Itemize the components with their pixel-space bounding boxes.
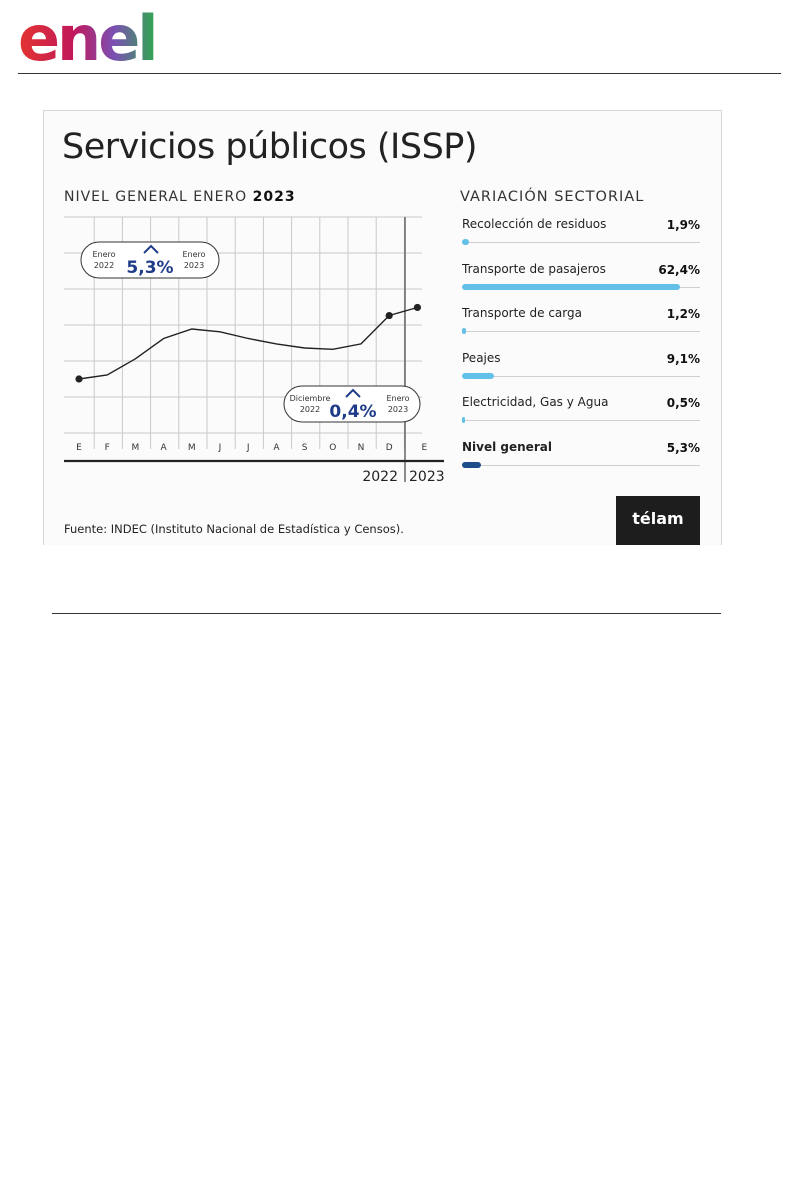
sectoral-bar-chart — [462, 217, 700, 484]
sector-label: Nivel general — [462, 439, 552, 454]
year-label-2023: 2023 — [409, 469, 445, 485]
annotation-yoy-from-line1: Enero — [92, 250, 116, 259]
sector-label: Transporte de pasajeros — [462, 261, 606, 276]
sector-label: Transporte de carga — [462, 306, 582, 320]
sector-label: Recolección de residuos — [462, 217, 607, 231]
bar-track — [462, 331, 700, 332]
month-label: O — [329, 443, 337, 453]
month-label: D — [385, 443, 393, 453]
annotation-yoy-value: 5,3% — [126, 258, 174, 278]
month-label: F — [104, 443, 110, 453]
year-label-2022: 2022 — [362, 469, 398, 485]
month-label: N — [357, 443, 365, 453]
sector-row — [462, 262, 700, 307]
month-label: M — [187, 443, 196, 453]
sector-bar — [462, 328, 466, 334]
svg-text:enel: enel — [18, 4, 156, 68]
month-label: J — [246, 443, 250, 453]
sector-bar — [462, 462, 481, 468]
sector-row — [462, 440, 700, 485]
sector-row — [462, 306, 700, 351]
data-point — [414, 304, 421, 311]
bar-track — [462, 420, 700, 421]
sector-value: 0,5% — [666, 396, 700, 410]
bar-track — [462, 376, 700, 377]
issp-infographic — [43, 110, 722, 545]
month-label: J — [218, 443, 222, 453]
annotation-mom-from-line1: Diciembre — [289, 394, 331, 403]
annotation-mom — [284, 386, 420, 422]
enel-logo — [18, 4, 183, 68]
annotation-yoy-from-line2: 2022 — [93, 261, 115, 270]
annotation-mom-to-line1: Enero — [386, 394, 410, 403]
series-line — [79, 308, 417, 380]
sector-row — [462, 217, 700, 262]
sector-row — [462, 351, 700, 396]
month-label: A — [273, 443, 280, 453]
annotation-yoy-to-line2: 2023 — [183, 261, 205, 270]
sector-bar — [462, 417, 465, 423]
subtitle-year: 2023 — [252, 189, 296, 205]
annotation-mom-to-line2: 2023 — [387, 405, 409, 414]
brand-name: télam — [632, 509, 684, 528]
sector-bar — [462, 284, 680, 290]
month-label: S — [301, 443, 308, 453]
data-point — [75, 375, 82, 382]
bar-track — [462, 242, 700, 243]
sector-bar — [462, 373, 494, 379]
data-point — [386, 312, 393, 319]
sector-row — [462, 395, 700, 440]
annotation-yoy-to-line1: Enero — [182, 250, 206, 259]
annotation-mom-value: 0,4% — [329, 402, 377, 422]
sector-value: 9,1% — [666, 351, 700, 366]
month-label: E — [76, 443, 82, 453]
sector-value: 62,4% — [658, 262, 700, 277]
header-divider — [18, 73, 781, 74]
general-level-line-chart — [44, 111, 484, 545]
bar-track — [462, 465, 700, 466]
subtitle-prefix: NIVEL GENERAL ENERO — [64, 189, 253, 205]
month-label: A — [160, 443, 167, 453]
annotation-mom-from-line2: 2022 — [299, 405, 321, 414]
footer-divider — [52, 613, 721, 614]
annotation-yoy — [81, 242, 219, 278]
sector-label: Electricidad, Gas y Agua — [462, 395, 609, 409]
sector-bar — [462, 239, 469, 245]
sector-value: 1,2% — [666, 307, 700, 321]
source-note: Fuente: INDEC (Instituto Nacional de Estadística y Censos). — [64, 522, 404, 536]
month-label: E — [421, 443, 428, 453]
sector-value: 1,9% — [666, 218, 700, 232]
infographic-title: Servicios públicos (ISSP) — [62, 127, 478, 167]
month-label: M — [131, 443, 140, 453]
sector-value: 5,3% — [666, 440, 700, 455]
sector-label: Peajes — [462, 350, 501, 365]
telam-brand-badge — [616, 496, 700, 545]
sectoral-title: VARIACIÓN SECTORIAL — [460, 189, 645, 205]
